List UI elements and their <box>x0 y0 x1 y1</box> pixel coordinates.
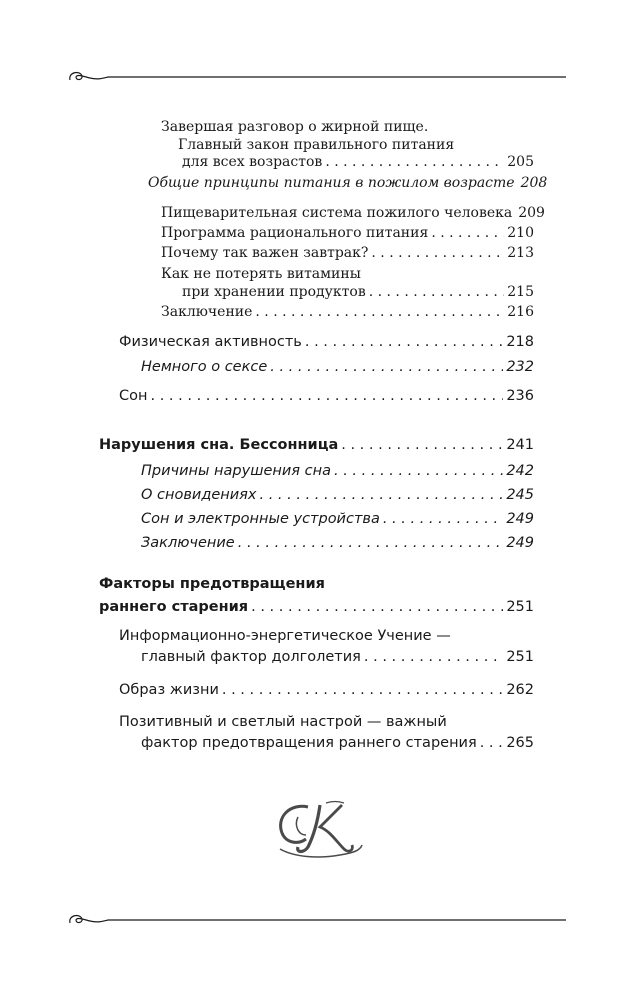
toc-page-number: 242 <box>506 463 534 479</box>
toc-entry[interactable] <box>141 647 534 667</box>
toc-page-number: 251 <box>506 649 534 665</box>
toc-entry-title: Почему так важен завтрак? <box>161 245 369 261</box>
toc-entry[interactable] <box>141 485 534 505</box>
toc-page-number: 216 <box>507 304 534 320</box>
toc-entry-title: Сон и электронные устройства <box>141 511 380 527</box>
toc-leader-dots <box>305 332 503 352</box>
toc-entry-title: Образ жизни <box>119 682 219 698</box>
toc-leader-dots <box>431 223 504 243</box>
toc-section-title: раннего старения <box>99 599 249 615</box>
toc-page-number: 209 <box>518 205 545 221</box>
toc-entry-title: Программа рационального питания <box>161 225 429 241</box>
toc-entry-line: Как не потерять витамины <box>161 266 361 282</box>
toc-page-number: 251 <box>506 599 534 615</box>
toc-entry[interactable] <box>148 173 548 193</box>
toc-page-number: 236 <box>506 388 534 404</box>
toc-leader-dots <box>255 302 504 322</box>
toc-entry[interactable] <box>141 509 534 529</box>
toc-page-number: 262 <box>506 682 534 698</box>
toc-entry-title: при хранении продуктов <box>182 284 366 300</box>
toc-leader-dots <box>341 435 503 455</box>
toc-entry[interactable] <box>141 461 534 481</box>
toc-entry-title: Пищеварительная система пожилого человека <box>161 205 513 221</box>
toc-page-number: 232 <box>506 359 534 375</box>
toc-entry-title: О сновидениях <box>141 487 257 503</box>
toc-leader-dots <box>251 597 503 617</box>
toc-entry[interactable] <box>161 203 545 223</box>
toc-entry[interactable] <box>141 533 534 553</box>
toc-section-line: Факторы предотвращения <box>99 576 325 592</box>
toc-entry-line: Главный закон правильного питания <box>178 137 455 153</box>
toc-page-number: 249 <box>506 511 534 527</box>
toc-page-number: 213 <box>507 245 534 261</box>
toc-leader-dots <box>371 243 504 263</box>
toc-entry[interactable] <box>182 152 534 172</box>
toc-entry[interactable] <box>119 386 534 406</box>
toc-entry[interactable] <box>161 302 534 322</box>
toc-page-number: 210 <box>507 225 534 241</box>
toc-leader-dots <box>334 461 503 481</box>
toc-entry-title: Сон <box>119 388 148 404</box>
toc-leader-dots <box>480 733 504 753</box>
toc-leader-dots <box>383 509 503 529</box>
toc-entry[interactable] <box>119 680 534 700</box>
toc-page-number: 215 <box>507 284 534 300</box>
toc-page-number: 241 <box>506 437 534 453</box>
toc-entry[interactable] <box>161 243 534 263</box>
toc-leader-dots <box>325 152 504 172</box>
toc-entry-line: Информационно-энергетическое Учение — <box>119 628 451 644</box>
publisher-monogram-logo <box>268 795 368 865</box>
toc-entry[interactable] <box>161 223 534 243</box>
toc-page-number: 208 <box>520 175 548 191</box>
toc-leader-dots <box>369 282 505 302</box>
toc-section[interactable] <box>99 435 534 455</box>
toc-entry[interactable] <box>119 332 534 352</box>
toc-entry-title: Физическая активность <box>119 334 302 350</box>
bottom-ornament-rule <box>68 909 566 929</box>
toc-page-number: 218 <box>506 334 534 350</box>
toc-entry-line: Позитивный и светлый настрой — важный <box>119 714 447 730</box>
toc-entry-title: Причины нарушения сна <box>141 463 331 479</box>
toc-entry[interactable] <box>141 733 534 753</box>
toc-leader-dots <box>259 485 503 505</box>
toc-entry-title: главный фактор долголетия <box>141 649 361 665</box>
toc-entry-title: Заключение <box>141 535 235 551</box>
toc-page-number: 249 <box>506 535 534 551</box>
toc-leader-dots <box>238 533 504 553</box>
toc-section-title: Нарушения сна. Бессонница <box>99 437 339 453</box>
toc-entry[interactable] <box>182 282 534 302</box>
toc-page-number: 265 <box>506 735 534 751</box>
toc-leader-dots <box>222 680 503 700</box>
top-ornament-rule <box>68 66 566 86</box>
toc-entry-title: Немного о сексе <box>141 359 268 375</box>
toc-leader-dots <box>150 386 503 406</box>
toc-entry-line: Завершая разговор о жирной пище. <box>161 119 429 135</box>
toc-entry-title: фактор предотвращения раннего старения <box>141 735 477 751</box>
toc-entry-title: для всех возрастов <box>182 154 323 170</box>
toc-page-number: 245 <box>506 487 534 503</box>
toc-leader-dots <box>364 647 503 667</box>
toc-leader-dots <box>270 357 503 377</box>
toc-entry[interactable] <box>141 357 534 377</box>
toc-entry-title: Заключение <box>161 304 253 320</box>
toc-entry-title: Общие принципы питания в пожилом возрасте <box>148 175 515 191</box>
toc-page-number: 205 <box>507 154 534 170</box>
toc-section[interactable] <box>99 597 534 617</box>
